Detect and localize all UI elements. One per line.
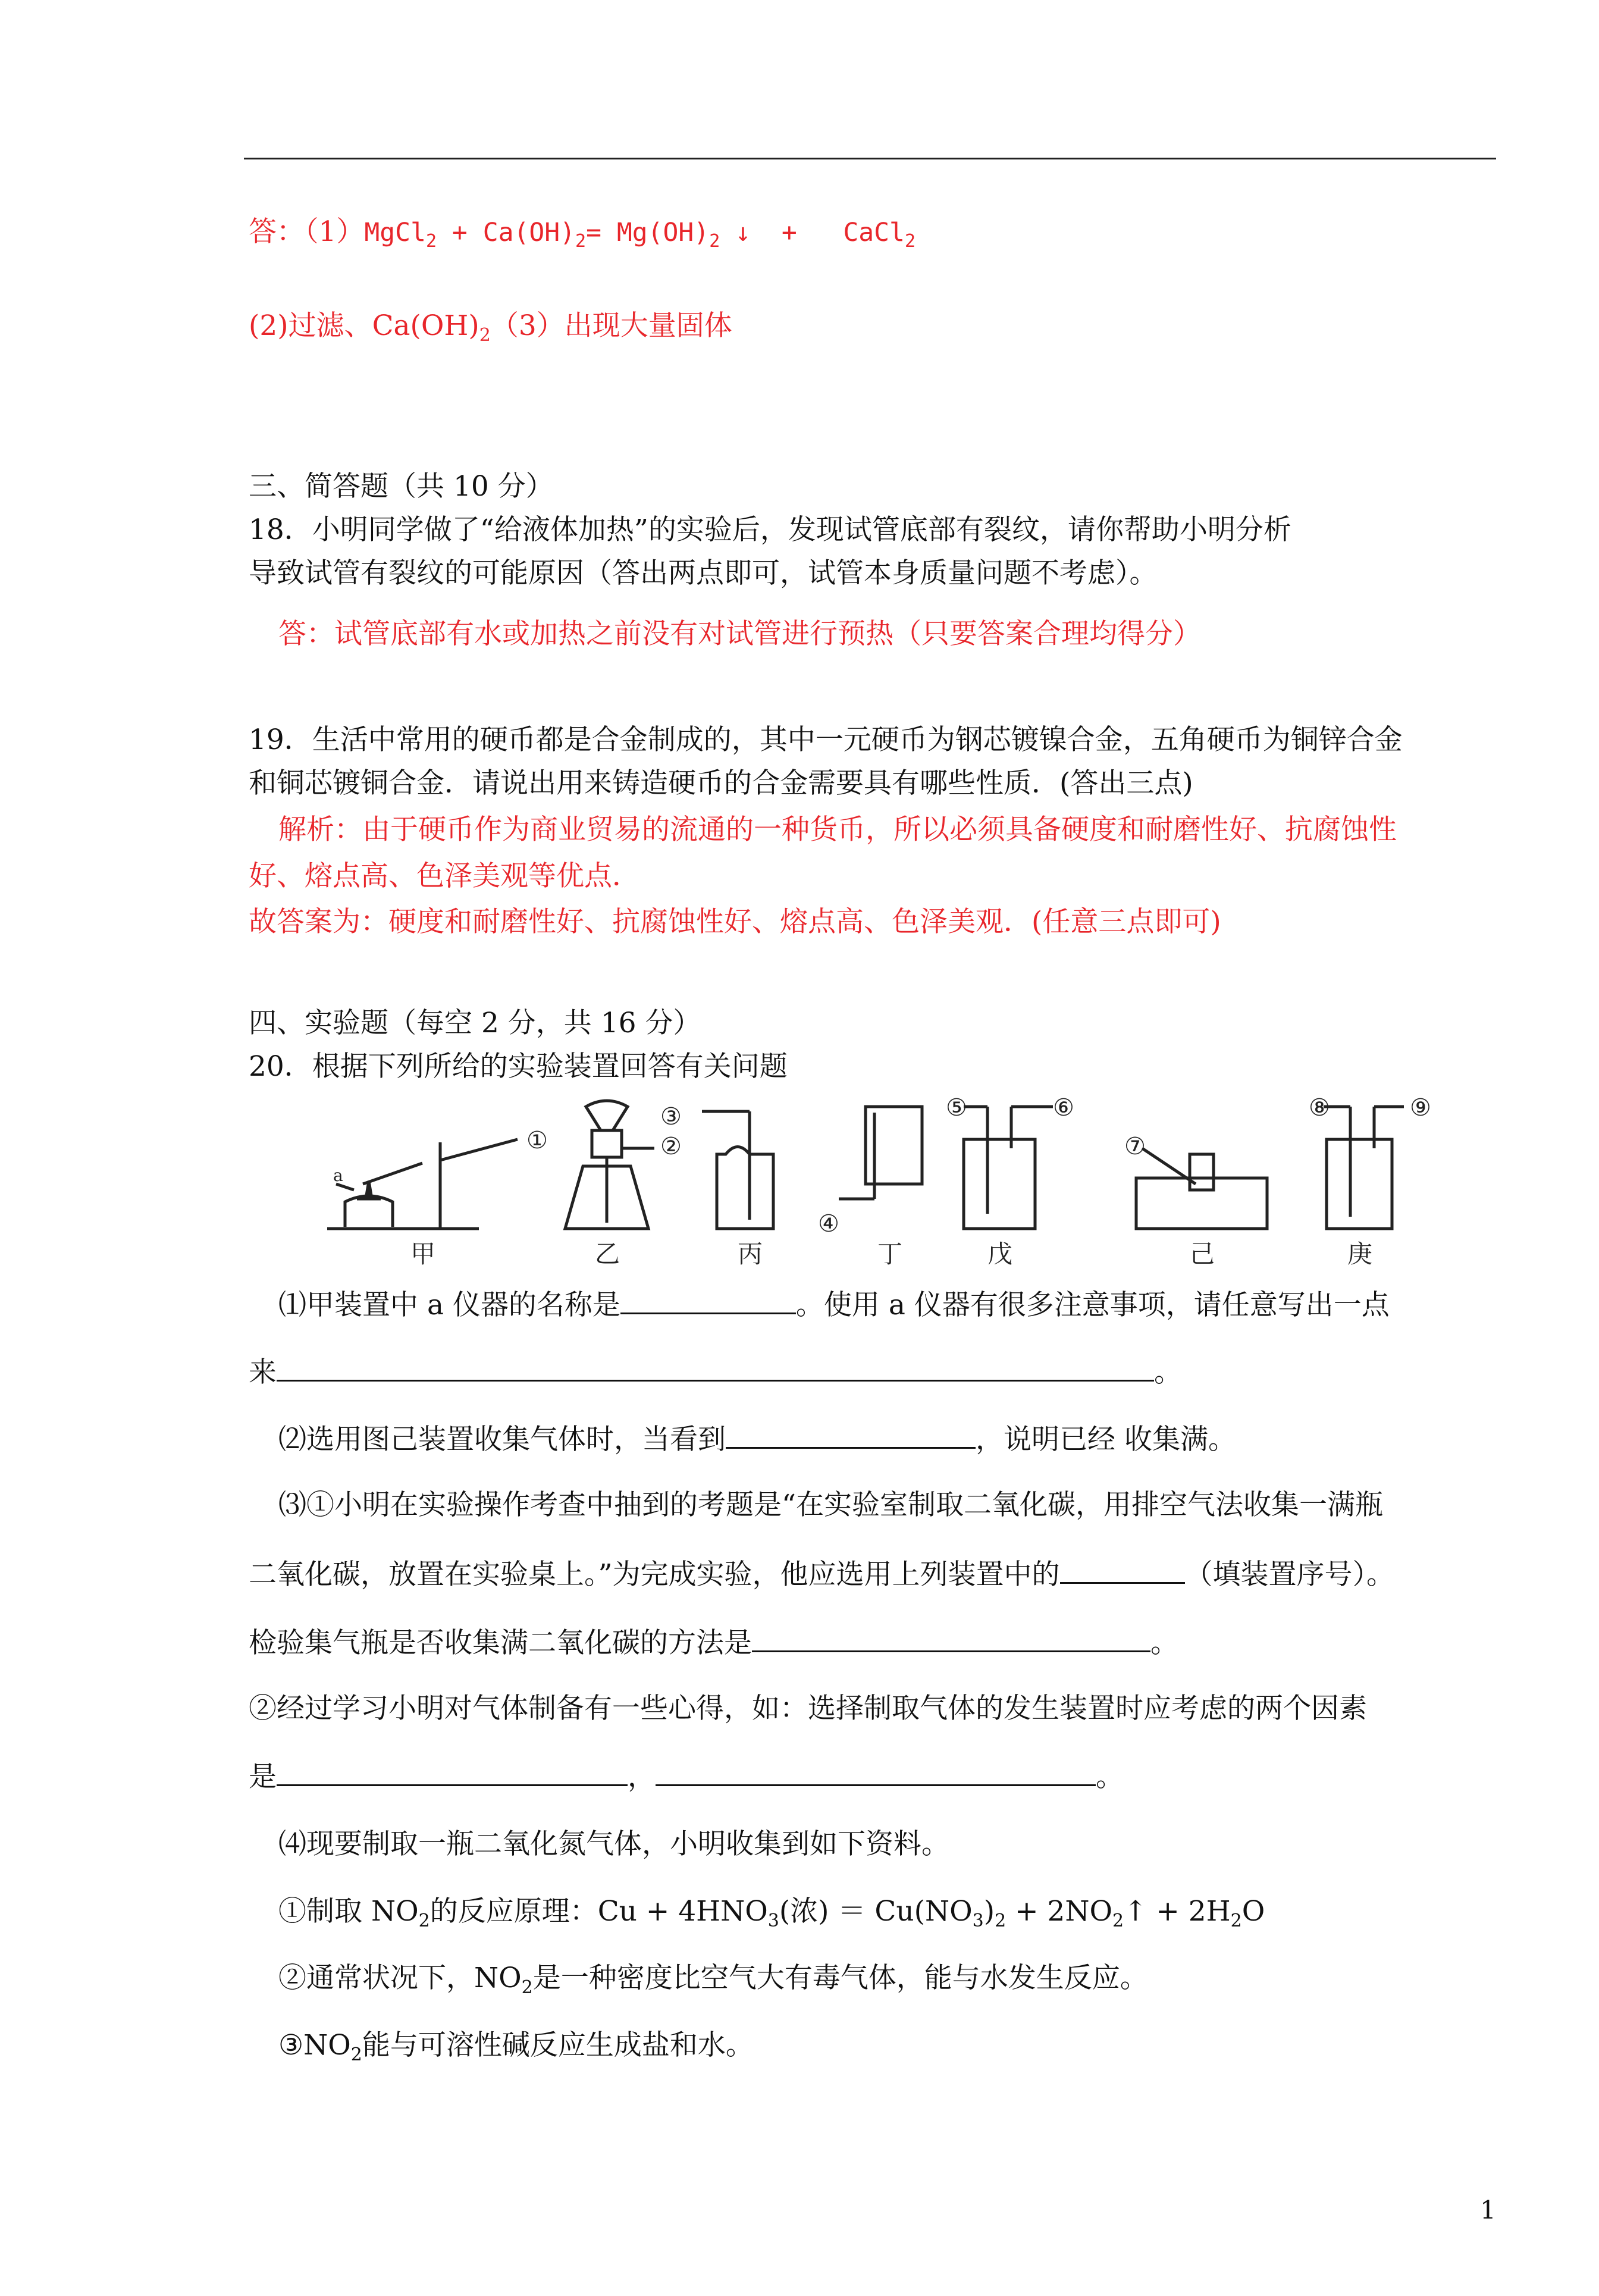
section-3-title: 三、简答题（共 10 分） [249, 470, 554, 503]
q19-line2: 和铜芯镀铜合金．请说出用来铸造硬币的合金需要具有哪些性质．(答出三点) [249, 767, 1193, 800]
blank-6[interactable] [277, 1758, 628, 1786]
label-n4: ④ [818, 1210, 839, 1238]
label-wu: 戊 [987, 1239, 1013, 1268]
q20-part2: ⑵选用图己装置收集气体时，当看到 ，说明已经 收集满。 [278, 1421, 1236, 1458]
q19-answer: 故答案为：硬度和耐磨性好、抗腐蚀性好、熔点高、色泽美观．(任意三点即可) [249, 906, 1221, 938]
header-rule [244, 158, 1496, 159]
reaction-principle: ①制取 $NO_2$的反应原理：$Cu + 4HNO_3$(浓) ＝ $Cu(NO_3)_2$ + $2NO_2↑ + 2H_2O$ [278, 1895, 1265, 1931]
answer-17-line2: (2)过滤、$Ca(OH)_2(3)$出现大量固体 [249, 309, 732, 346]
label-n3: ③ [660, 1103, 682, 1130]
label-jia: 甲 [410, 1239, 436, 1268]
label-ding: 丁 [877, 1239, 903, 1268]
blank-7[interactable] [656, 1758, 1096, 1786]
label-n6: ⑥ [1053, 1095, 1074, 1122]
label-ji: 己 [1190, 1239, 1215, 1268]
q19-line1: 19．生活中常用的硬币都是合金制成的，其中一元硬币为钢芯镀镍合金，五角硬币为铜锌合金 [249, 723, 1403, 756]
apparatus-figure [321, 1095, 1451, 1273]
section-4-title: 四、实验题（每空 2 分，共 16 分） [249, 1007, 701, 1039]
blank-5[interactable] [752, 1624, 1150, 1652]
label-n5: ⑤ [946, 1095, 967, 1122]
q20-part3-line2: 二氧化碳，放置在实验桌上。”为完成实验，他应选用上列装置中的 （填装置序号）。 [249, 1556, 1394, 1593]
label-n9: ⑨ [1410, 1095, 1431, 1122]
label-n8: ⑧ [1309, 1095, 1330, 1122]
label-n7: ⑦ [1124, 1133, 1146, 1160]
blank-4[interactable] [1060, 1556, 1185, 1584]
q20-part3-line1: ⑶①小明在实验操作考查中抽到的考题是“在实验室制取二氧化碳，用排空气法收集一满瓶 [278, 1489, 1384, 1521]
q20-part3-line4: ②经过学习小明对气体制备有一些心得，如：选择制取气体的发生装置时应考虑的两个因素 [249, 1692, 1367, 1725]
label-a: a [333, 1166, 343, 1185]
q18-answer: 答：试管底部有水或加热之前没有对试管进行预热（只要答案合理均得分） [278, 618, 1201, 650]
no2-reaction: $③NO_2$能与可溶性碱反应生成盐和水。 [278, 2029, 754, 2065]
blank-2[interactable] [277, 1354, 1154, 1382]
label-bing: 丙 [738, 1239, 763, 1268]
q19-analysis-line1: 解析：由于硬币作为商业贸易的流通的一种货币，所以必须具备硬度和耐磨性好、抗腐蚀性 [278, 813, 1397, 846]
q20-part3-line5: 是 ， 。 [249, 1758, 1124, 1795]
label-yi: 乙 [595, 1239, 620, 1268]
q18-line2: 导致试管有裂纹的可能原因（答出两点即可，试管本身质量问题不考虑）。 [249, 557, 1158, 590]
label-n2: ② [660, 1133, 682, 1160]
page-number: 1 [1480, 2195, 1496, 2225]
label-geng: 庚 [1347, 1239, 1373, 1268]
answer-17-line1: 答：（1）MgCl$_2$ + $Ca(OH)_2= Mg(OH)_2$ ↓ + CaCl$_2$ [249, 215, 915, 252]
blank-1[interactable] [620, 1286, 796, 1314]
no2-property: ②通常状况下，$NO_2$是一种密度比空气大有毒气体，能与水发生反应。 [278, 1962, 1148, 1998]
q20-part4: ⑷现要制取一瓶二氧化氮气体，小明收集到如下资料。 [278, 1828, 949, 1860]
q20-part1-line2: 来 。 [249, 1354, 1182, 1390]
q20-part3-line3: 检验集气瓶是否收集满二氧化碳的方法是 。 [249, 1624, 1178, 1661]
q20-title: 20．根据下列所给的实验装置回答有关问题 [249, 1050, 788, 1083]
q18-line1: 18．小明同学做了“给液体加热”的实验后，发现试管底部有裂纹，请你帮助小明分析 [249, 513, 1291, 546]
q20-part1-line1: ⑴甲装置中 a 仪器的名称是 。使用 a 仪器有很多注意事项，请任意写出一点 [278, 1286, 1390, 1323]
blank-3[interactable] [726, 1421, 976, 1449]
label-n1: ① [526, 1127, 548, 1154]
q19-analysis-line2: 好、熔点高、色泽美观等优点． [249, 860, 640, 892]
